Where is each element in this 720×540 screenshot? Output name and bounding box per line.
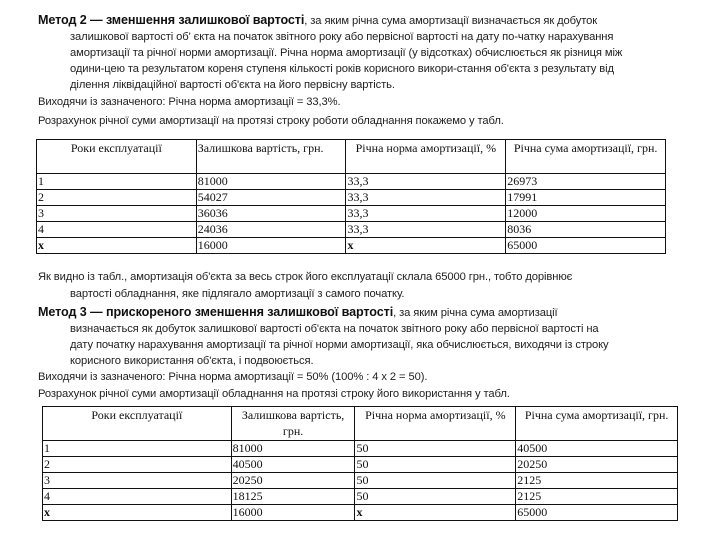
cell-rate: 50 [355,441,516,457]
cell-year: 1 [37,174,197,190]
method2-summary: Як видно із табл., амортизація об'єкта за весь строк його експлуатації склала 65000 грн., тобто дорівнює [38,271,573,283]
method2-line: амортизації та річної норми амортизації. Річна норма амортизації (у відсотках) обчислюється як різниця між [70,47,623,59]
cell-rate: x [355,505,516,521]
method2-conclusion: Виходячи із зазначеного: Річна норма амортизації = 33,3%. [38,96,341,108]
cell-amount: 20250 [516,457,678,473]
cell-residual: 20250 [231,473,355,489]
header-residual-value: Залишкова вартість, грн. [231,407,355,441]
method2-line: залишкової вартості об' єкта на початок звітного року або первісної вартості на дату по-чатку нарахування [70,31,614,43]
method3-table-intro: Розрахунок річної суми амортизації обладнання на протязі строку його використання у табл. [38,388,510,400]
cell-residual: 81000 [196,174,346,190]
table-row [37,190,666,206]
method3-line: дату початку нарахування амортизації та річної норми амортизації, яка обчислюється, виходячи із строку [70,339,609,351]
table-row [37,222,666,238]
table-total-row [37,238,666,254]
cell-rate: 50 [355,489,516,505]
method3-text: , за яким річна сума амортизації [393,307,558,319]
method3-conclusion: Виходячи із зазначеного: Річна норма амортизації = 50% (100% : 4 х 2 = 50). [38,371,428,383]
cell-amount: 2125 [516,489,678,505]
cell-year: x [43,505,232,521]
table-header-row [43,407,678,441]
cell-rate: 50 [355,457,516,473]
method2-table [36,139,666,254]
cell-residual: 36036 [196,206,346,222]
table-row [37,174,666,190]
cell-residual: 16000 [231,505,355,521]
cell-amount: 40500 [516,441,678,457]
table-row [43,441,678,457]
cell-amount: 17991 [506,190,666,206]
header-amount: Річна сума амортизації, грн. [516,407,678,441]
cell-year: 4 [43,489,232,505]
method2-first-line [38,13,597,29]
cell-residual: 81000 [231,441,355,457]
cell-year: 4 [37,222,197,238]
cell-amount: 26973 [506,174,666,190]
cell-year: 2 [37,190,197,206]
cell-rate: 33,3 [346,190,506,206]
method3-line: визначається як добуток залишкової вартості об'єкта на початок звітного року або первісної вартості на [70,323,599,335]
method2-summary-cont: вартості обладнання, яке підлягало амортизації з самого початку. [70,288,405,300]
cell-amount: 12000 [506,206,666,222]
header-years: Роки експлуатації [43,407,232,441]
cell-rate: x [346,238,506,254]
method2-table-intro: Розрахунок річної суми амортизації на протязі строку роботи обладнання покажемо у табл. [38,115,504,127]
cell-year: 3 [43,473,232,489]
header-rate: Річна норма амортизації, % [346,140,506,174]
table-header-row [37,140,666,174]
cell-amount: 65000 [506,238,666,254]
cell-rate: 33,3 [346,222,506,238]
table-row [43,457,678,473]
cell-residual: 54027 [196,190,346,206]
cell-residual: 18125 [231,489,355,505]
cell-year: x [37,238,197,254]
method3-table [42,406,678,521]
cell-rate: 33,3 [346,206,506,222]
table-row [43,489,678,505]
method2-title: Метод 2 — зменшення залишкової вартості [38,13,305,27]
method3-title: Метод 3 — прискореного зменшення залишкової вартості [38,305,394,319]
cell-residual: 24036 [196,222,346,238]
cell-residual: 16000 [196,238,346,254]
cell-residual: 40500 [231,457,355,473]
header-rate: Річна норма амортизації, % [355,407,516,441]
header-residual-value: Залишкова вартість, грн. [196,140,346,174]
method2-line: одини-цею та результатом кореня ступеня кількості років корисного викори-стання об'єкта з результату від [70,63,614,75]
method3-line: корисного використання об'єкта, і подвоюється. [70,355,314,367]
table-total-row [43,505,678,521]
cell-rate: 33,3 [346,174,506,190]
header-years: Роки експлуатації [37,140,197,174]
table-row [43,473,678,489]
cell-year: 1 [43,441,232,457]
cell-rate: 50 [355,473,516,489]
method2-line: ділення ліквідаційної вартості об'єкта на його первісну вартість. [70,79,395,91]
cell-year: 2 [43,457,232,473]
cell-amount: 2125 [516,473,678,489]
cell-amount: 8036 [506,222,666,238]
cell-amount: 65000 [516,505,678,521]
method2-text: , за яким річна сума амортизації визначається як добуток [304,15,598,27]
cell-year: 3 [37,206,197,222]
method3-first-line [38,305,558,321]
table-row [37,206,666,222]
header-amount: Річна сума амортизації, грн. [506,140,666,174]
